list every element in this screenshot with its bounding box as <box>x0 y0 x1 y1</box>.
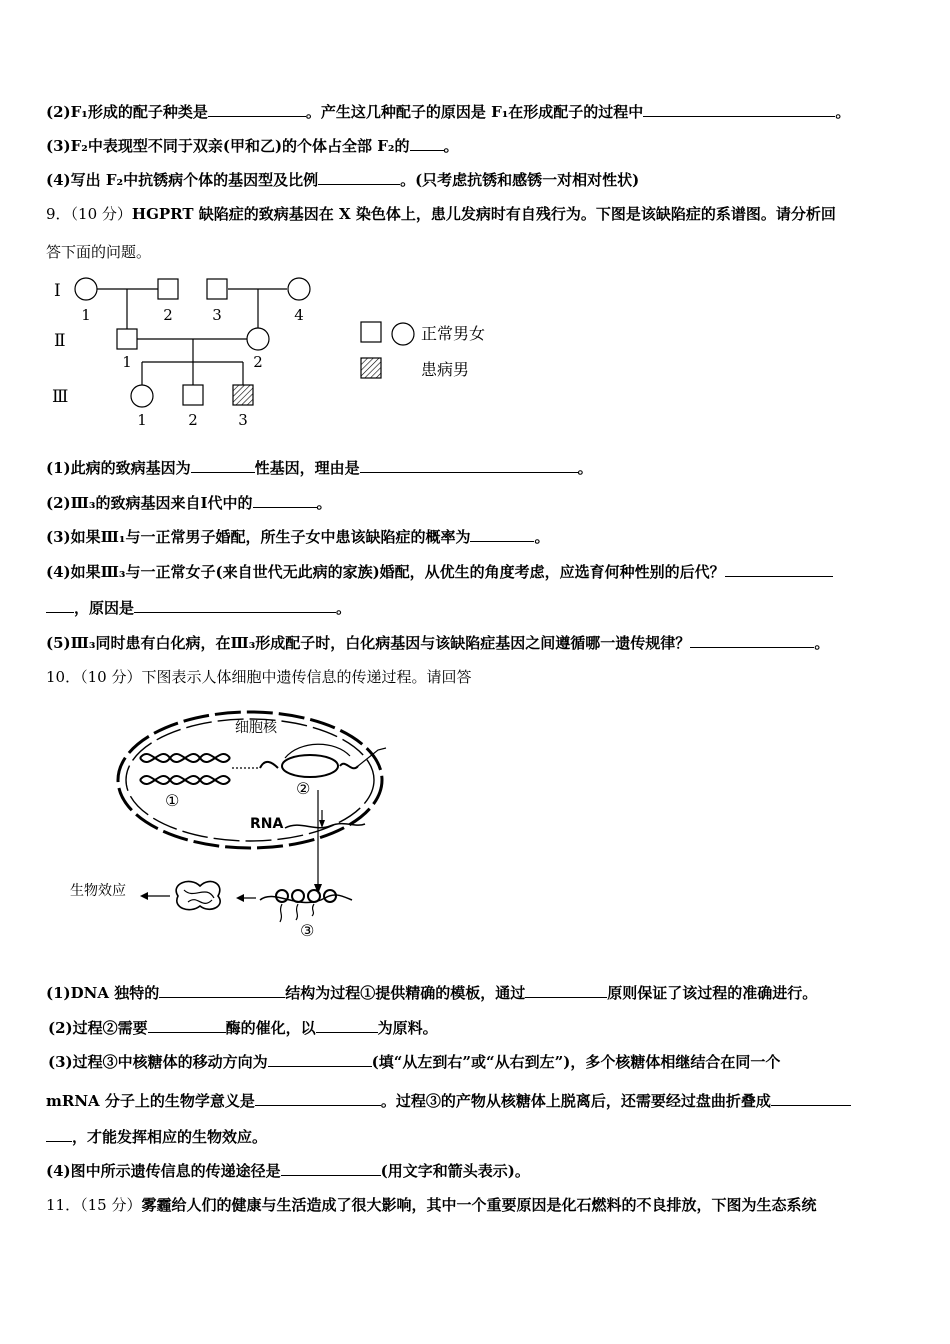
label-I-4: 4 <box>294 306 304 324</box>
answer-blank[interactable] <box>525 983 607 998</box>
label-II-2: 2 <box>253 353 263 371</box>
process-2-marker: ② <box>296 779 311 798</box>
q9-sub4-cont: ，原因是 。 <box>46 598 351 618</box>
individual-III-1 <box>131 385 153 407</box>
answer-blank[interactable] <box>771 1091 851 1106</box>
answer-blank[interactable] <box>255 1091 381 1106</box>
answer-blank[interactable] <box>281 1161 381 1176</box>
process-3-marker: ③ <box>300 921 315 940</box>
legend-normal-female <box>392 323 414 345</box>
individual-III-2 <box>183 385 203 405</box>
answer-blank[interactable] <box>46 1127 72 1142</box>
label-I-3: 3 <box>212 306 222 324</box>
answer-blank[interactable] <box>191 458 255 473</box>
label-III-3: 3 <box>238 411 248 429</box>
legend-affected-label: 患病男 <box>421 360 470 379</box>
answer-blank[interactable] <box>208 102 306 117</box>
nucleus-label: 细胞核 <box>235 720 277 736</box>
q9-stem: 9．（10 分）HGPRT 缺陷症的致病基因在 X 染色体上，患儿发病时有自残行为。下图是该缺陷症的系谱图。请分析回 <box>46 205 836 223</box>
answer-blank[interactable] <box>470 527 534 542</box>
answer-blank[interactable] <box>148 1018 226 1033</box>
q10-sub3: (3)过程③中核糖体的移动方向为 (填“从左到右”或“从右到左”)，多个核糖体相继结合在同一个 <box>48 1053 781 1071</box>
answer-blank[interactable] <box>159 983 285 998</box>
process-1-marker: ① <box>165 791 180 810</box>
label-I-1: 1 <box>81 306 91 324</box>
q9-stem-cont: 答下面的问题。 <box>46 243 152 261</box>
answer-blank[interactable] <box>253 493 317 508</box>
q9-sub3: (3)如果Ⅲ₁与一正常男子婚配，所生子女中患该缺陷症的概率为 。 <box>46 528 550 546</box>
answer-blank[interactable] <box>268 1052 372 1067</box>
answer-blank[interactable] <box>690 633 814 648</box>
label-III-1: 1 <box>137 411 147 429</box>
answer-blank[interactable] <box>318 170 400 185</box>
generation-label-2: Ⅱ <box>54 331 66 351</box>
answer-blank[interactable] <box>134 598 336 613</box>
pedigree-chart <box>46 272 516 432</box>
individual-II-1 <box>117 329 137 349</box>
q9-sub5: (5)Ⅲ₃同时患有白化病，在Ⅲ₃形成配子时，白化病基因与该缺陷症基因之间遵循哪一遗传规律？ 。 <box>46 634 830 652</box>
answer-blank[interactable] <box>643 102 835 117</box>
individual-I-2 <box>158 279 178 299</box>
individual-III-3 <box>233 385 253 405</box>
individual-II-2 <box>247 328 269 350</box>
answer-blank[interactable] <box>410 136 444 151</box>
answer-blank[interactable] <box>360 458 578 473</box>
q9-sub1: (1)此病的致病基因为 性基因，理由是 。 <box>46 459 593 477</box>
q10-sub4: (4)图中所示遗传信息的传递途径是 (用文字和箭头表示)。 <box>46 1162 530 1180</box>
q11-stem: 11．（15 分）雾霾给人们的健康与生活造成了很大影响，其中一个重要原因是化石燃料的不良排放，下图为生态系统 <box>46 1196 817 1214</box>
q10-stem: 10．（10 分）下图表示人体细胞中遗传信息的传递过程。请回答 <box>46 668 472 686</box>
answer-blank[interactable] <box>316 1018 378 1033</box>
biological-effect-label: 生物效应 <box>70 883 126 899</box>
legend-affected-male <box>361 358 381 378</box>
q10-sub1: (1)DNA 独特的 结构为过程①提供精确的模板，通过 原则保证了该过程的准确进行。 <box>46 984 818 1002</box>
q10-sub2: (2)过程②需要 酶的催化，以 为原料。 <box>48 1019 438 1037</box>
individual-I-1 <box>75 278 97 300</box>
label-II-1: 1 <box>122 353 132 371</box>
individual-I-4 <box>288 278 310 300</box>
q8-part3: (3)F₂中表现型不同于双亲(甲和乙)的个体占全部 F₂的 。 <box>46 137 459 155</box>
generation-label-3: Ⅲ <box>52 387 69 407</box>
legend-normal-label: 正常男女 <box>421 324 486 343</box>
answer-blank[interactable] <box>725 562 833 577</box>
label-III-2: 2 <box>188 411 198 429</box>
rna-label: RNA <box>250 816 284 832</box>
gene-expression-diagram <box>60 700 420 950</box>
q10-sub3-cont: mRNA 分子上的生物学意义是 。过程③的产物从核糖体上脱离后，还需要经过盘曲折叠成 <box>46 1091 851 1111</box>
q9-sub4: (4)如果Ⅲ₃与一正常女子(来自世代无此病的家族)婚配，从优生的角度考虑，应选育何种性别的后代？ <box>46 562 833 582</box>
individual-I-3 <box>207 279 227 299</box>
generation-label-1: Ⅰ <box>54 281 61 301</box>
q8-part4: (4)写出 F₂中抗锈病个体的基因型及比例 。(只考虑抗锈和感锈一对相对性状) <box>46 171 640 189</box>
q10-sub3-cont2: ，才能发挥相应的生物效应。 <box>46 1127 267 1147</box>
q8-part2: (2)F₁形成的配子种类是 。产生这几种配子的原因是 F₁在形成配子的过程中 。 <box>46 103 851 121</box>
label-I-2: 2 <box>163 306 173 324</box>
q9-sub2: (2)Ⅲ₃的致病基因来自Ⅰ代中的 。 <box>46 494 332 512</box>
legend-normal-male <box>361 322 381 342</box>
answer-blank[interactable] <box>46 598 74 613</box>
